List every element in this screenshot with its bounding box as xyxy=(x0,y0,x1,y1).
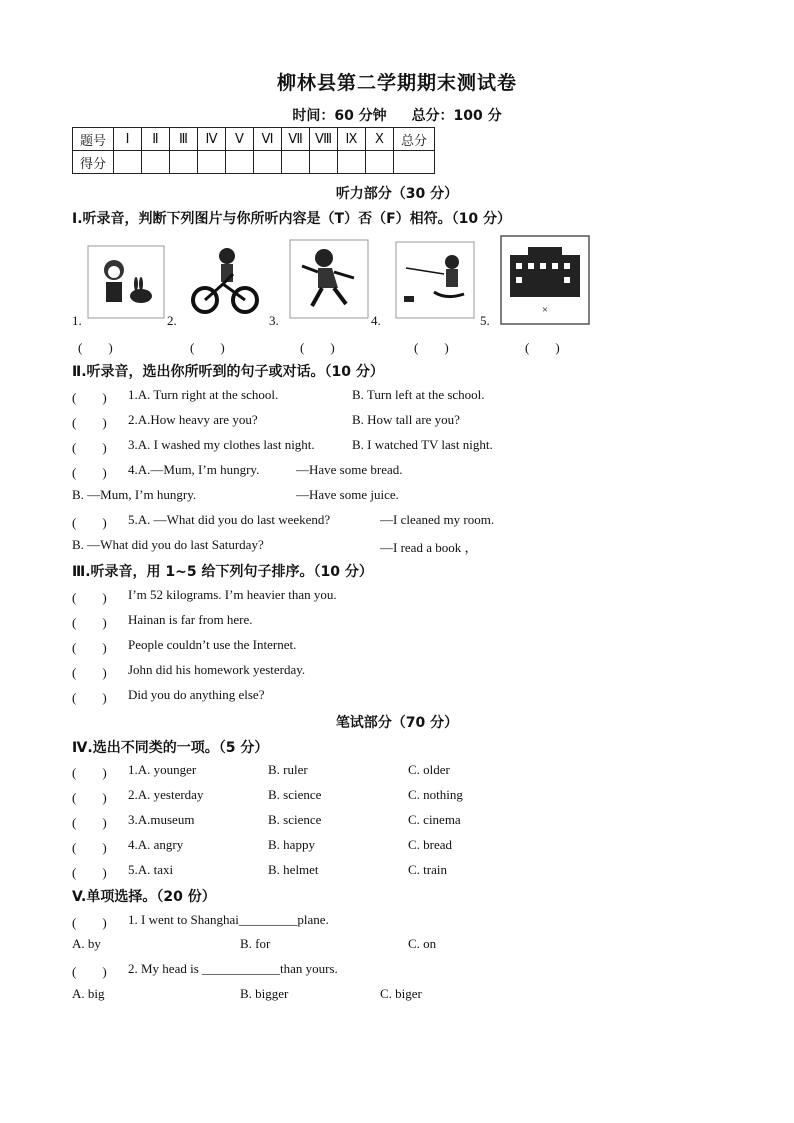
option-b: B. bigger xyxy=(240,986,289,1001)
q5-option-b-line2: —I read a book ， xyxy=(380,540,478,555)
q3-option-b: B. I watched TV last night. xyxy=(352,437,493,452)
answer-paren[interactable]: ( ) xyxy=(72,790,107,805)
part4-title: Ⅳ.选出不同类的一项。（5 分） xyxy=(72,740,269,756)
answer-blank[interactable]: ( ) xyxy=(300,340,335,355)
option-b: B. happy xyxy=(268,837,315,852)
score-blank[interactable] xyxy=(254,151,282,174)
score-blank[interactable] xyxy=(170,151,198,174)
question-1: 1. I went to Shanghai_________plane. xyxy=(128,912,329,927)
picture-girl-rabbit xyxy=(86,238,166,323)
option-b: B. for xyxy=(240,936,271,951)
option-c: C. bread xyxy=(408,837,453,852)
option-a: 1.A. younger xyxy=(128,762,197,777)
part5-title: V.单项选择。（20 份） xyxy=(72,889,216,905)
score-cell: Ⅳ xyxy=(198,128,226,151)
option-a: 3.A.museum xyxy=(128,812,195,827)
score-table xyxy=(72,127,435,174)
option-c: C. nothing xyxy=(408,787,463,802)
sentence-item: People couldn’t use the Internet. xyxy=(128,637,297,652)
score-blank[interactable] xyxy=(226,151,254,174)
pic-number-5: 5. xyxy=(480,313,490,328)
answer-blank[interactable]: ( ) xyxy=(190,340,225,355)
picture-school-building xyxy=(500,235,590,325)
pic-number-2: 2. xyxy=(167,313,177,328)
score-cell: Ⅱ xyxy=(142,128,170,151)
option-b: B. ruler xyxy=(268,762,308,777)
answer-paren[interactable]: ( ) xyxy=(72,415,107,430)
score-blank[interactable] xyxy=(142,151,170,174)
q1-option-b: B. Turn left at the school. xyxy=(352,387,485,402)
score-cell: Ⅴ xyxy=(226,128,254,151)
answer-paren[interactable]: ( ) xyxy=(72,465,107,480)
score-blank[interactable] xyxy=(338,151,366,174)
exam-time: 时间：60 分钟 xyxy=(292,108,387,124)
q4-option-a-line2: —Have some bread. xyxy=(296,462,403,477)
answer-paren[interactable]: ( ) xyxy=(72,515,107,530)
option-a: 4.A. angry xyxy=(128,837,184,852)
pic-number-4: 4. xyxy=(371,313,381,328)
answer-paren[interactable]: ( ) xyxy=(72,865,107,880)
score-cell: Ⅰ xyxy=(114,128,142,151)
page-title: 柳林县第二学期期末测试卷 xyxy=(276,72,517,94)
score-cell: Ⅲ xyxy=(170,128,198,151)
sentence-item: I’m 52 kilograms. I’m heavier than you. xyxy=(128,587,337,602)
score-cell: Ⅸ xyxy=(338,128,366,151)
q4-option-a-line1: 4.A.—Mum, I’m hungry. xyxy=(128,462,260,477)
answer-paren[interactable]: ( ) xyxy=(72,765,107,780)
answer-paren[interactable]: ( ) xyxy=(72,390,107,405)
answer-blank[interactable]: ( ) xyxy=(525,340,560,355)
answer-paren[interactable]: ( ) xyxy=(72,964,107,979)
score-cell: Ⅵ xyxy=(254,128,282,151)
svg-text:×: × xyxy=(541,304,549,316)
listening-header: 听力部分（30 分） xyxy=(335,186,459,202)
answer-paren[interactable]: ( ) xyxy=(72,590,107,605)
answer-paren[interactable]: ( ) xyxy=(72,640,107,655)
option-a: A. by xyxy=(72,936,101,951)
score-blank[interactable] xyxy=(394,151,435,174)
score-cell: Ⅶ xyxy=(282,128,310,151)
option-c: C. biger xyxy=(380,986,422,1001)
score-blank[interactable] xyxy=(282,151,310,174)
sentence-item: John did his homework yesterday. xyxy=(128,662,306,677)
answer-paren[interactable]: ( ) xyxy=(72,690,107,705)
option-a: A. big xyxy=(72,986,105,1001)
answer-paren[interactable]: ( ) xyxy=(72,840,107,855)
part2-title: Ⅱ.听录音，选出你所听到的句子或对话。（10 分） xyxy=(72,364,384,380)
option-b: B. science xyxy=(268,787,322,802)
score-blank[interactable] xyxy=(198,151,226,174)
option-a: 2.A. yesterday xyxy=(128,787,204,802)
score-blank[interactable] xyxy=(310,151,338,174)
option-c: C. on xyxy=(408,936,437,951)
answer-blank[interactable]: ( ) xyxy=(414,340,449,355)
q2-option-b: B. How tall are you? xyxy=(352,412,460,427)
picture-boy-bicycle xyxy=(183,238,268,323)
answer-paren[interactable]: ( ) xyxy=(72,915,107,930)
q5-option-b-line1: B. —What did you do last Saturday? xyxy=(72,537,264,552)
subtitle xyxy=(0,105,794,125)
score-cell: Ⅷ xyxy=(310,128,338,151)
option-c: C. train xyxy=(408,862,447,877)
picture-girl-skating xyxy=(288,238,370,323)
sentence-item: Did you do anything else? xyxy=(128,687,265,702)
option-c: C. older xyxy=(408,762,450,777)
answer-paren[interactable]: ( ) xyxy=(72,615,107,630)
option-a: 5.A. taxi xyxy=(128,862,174,877)
option-b: B. helmet xyxy=(268,862,319,877)
q3-option-a: 3.A. I washed my clothes last night. xyxy=(128,437,315,452)
question-2: 2. My head is ____________than yours. xyxy=(128,961,338,976)
part1-title: Ⅰ.听录音，判断下列图片与你所听内容是（T）否（F）相符。（10 分） xyxy=(72,211,511,227)
answer-paren[interactable]: ( ) xyxy=(72,665,107,680)
score-blank[interactable] xyxy=(114,151,142,174)
sentence-item: Hainan is far from here. xyxy=(128,612,253,627)
score-table-score-row xyxy=(73,151,435,174)
exam-total: 总分：100 分 xyxy=(411,108,502,124)
q5-option-a-line2: —I cleaned my room. xyxy=(380,512,495,527)
pic-number-3: 3. xyxy=(269,313,279,328)
answer-paren[interactable]: ( ) xyxy=(72,815,107,830)
answer-blank[interactable]: ( ) xyxy=(78,340,113,355)
option-c: C. cinema xyxy=(408,812,461,827)
answer-paren[interactable]: ( ) xyxy=(72,440,107,455)
score-cell: 得分 xyxy=(73,151,114,174)
score-cell: 总分 xyxy=(394,128,435,151)
score-cell: 题号 xyxy=(73,128,114,151)
q1-option-a: 1.A. Turn right at the school. xyxy=(128,387,279,402)
option-b: B. science xyxy=(268,812,322,827)
q5-option-a-line1: 5.A. —What did you do last weekend? xyxy=(128,512,331,527)
picture-boy-skiing xyxy=(394,238,476,323)
score-table-header-row xyxy=(73,128,435,151)
score-cell: Ⅹ xyxy=(366,128,394,151)
q4-option-b-line1: B. —Mum, I’m hungry. xyxy=(72,487,197,502)
score-blank[interactable] xyxy=(366,151,394,174)
q2-option-a: 2.A.How heavy are you? xyxy=(128,412,258,427)
writing-header: 笔试部分（70 分） xyxy=(335,715,459,731)
part3-title: Ⅲ.听录音，用 1~5 给下列句子排序。（10 分） xyxy=(72,564,373,580)
q4-option-b-line2: —Have some juice. xyxy=(296,487,399,502)
pic-number-1: 1. xyxy=(72,313,82,328)
